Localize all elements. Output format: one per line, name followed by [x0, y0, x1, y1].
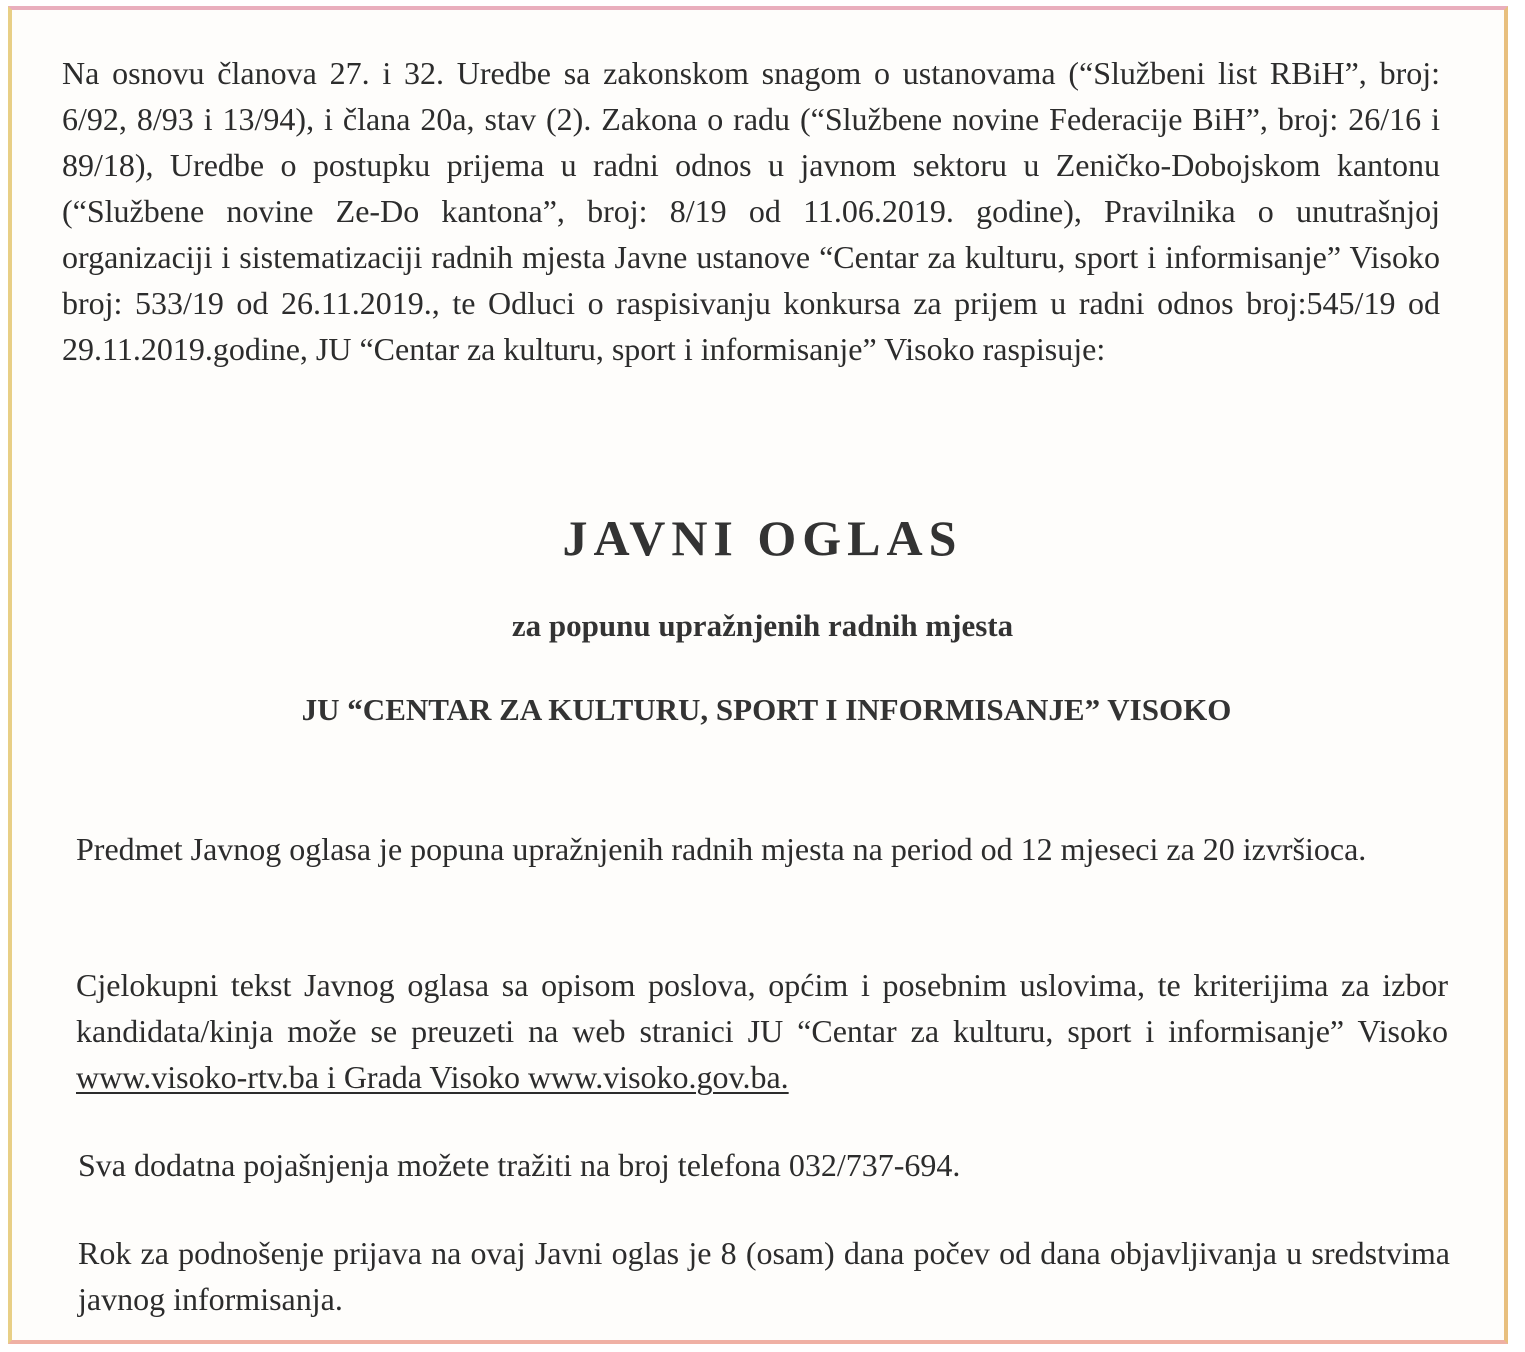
deadline-paragraph: Rok za podnošenje prijava na ovaj Javni oglas je 8 (osam) dana počev od dana objavljivanja u sredstvima javnog informisanja.	[78, 1235, 1450, 1317]
intro-paragraph: Na osnovu članova 27. i 32. Uredbe sa zakonskom snagom o ustanovama (“Službeni list RBiH”, broj: 6/92, 8/93 i 13/94), i člana 20a, stav (2). Zakona o radu (“Službene novine Federacije BiH”, broj: 26/16 i 89/18), Uredbe o postupku prijema u radni odnos u javnom sektoru u Zeničko-Dobojskom kantonu (“Službene novine Ze-Do kantona”, broj: 8/19 od 11.06.2019. godine), Pravilnika o unutrašnjoj organizaciji i sistematizaciji radnih mjesta Javne ustanove “Centar za kulturu, sport i informisanje” Visoko broj: 533/19 od 26.11.2019., te Odluci o raspisivanju konkursa za prijem u radni odnos broj:545/19 od 29.11.2019.godine, JU “Centar za kulturu, sport i informisanje” Visoko raspisuje:	[62, 55, 1440, 367]
subtitle: za popunu upražnjenih radnih mjesta	[511, 608, 1014, 643]
website-links[interactable]: www.visoko-rtv.ba i Grada Visoko www.visoko.gov.ba.	[76, 1059, 789, 1095]
subject-paragraph: Predmet Javnog oglasa je popuna upražnjenih radnih mjesta na period od 12 mjeseci za 20 izvršioca.	[76, 831, 1367, 867]
contact-paragraph: Sva dodatna pojašnjenja možete tražiti na broj telefona 032/737-694.	[78, 1147, 961, 1183]
institution-name: JU “CENTAR ZA KULTURU, SPORT I INFORMISANJE” VISOKO	[301, 692, 1232, 727]
full-text-intro: Cjelokupni tekst Javnog oglasa sa opisom poslova, općim i posebnim uslovima, te kriterijima za izbor kandidata/kinja može se preuzeti na web stranici JU “Centar za kulturu, sport i informisanje” Visoko	[76, 967, 1448, 1049]
full-text-paragraph	[76, 962, 1448, 1100]
page-title: JAVNI OGLAS	[562, 510, 963, 566]
